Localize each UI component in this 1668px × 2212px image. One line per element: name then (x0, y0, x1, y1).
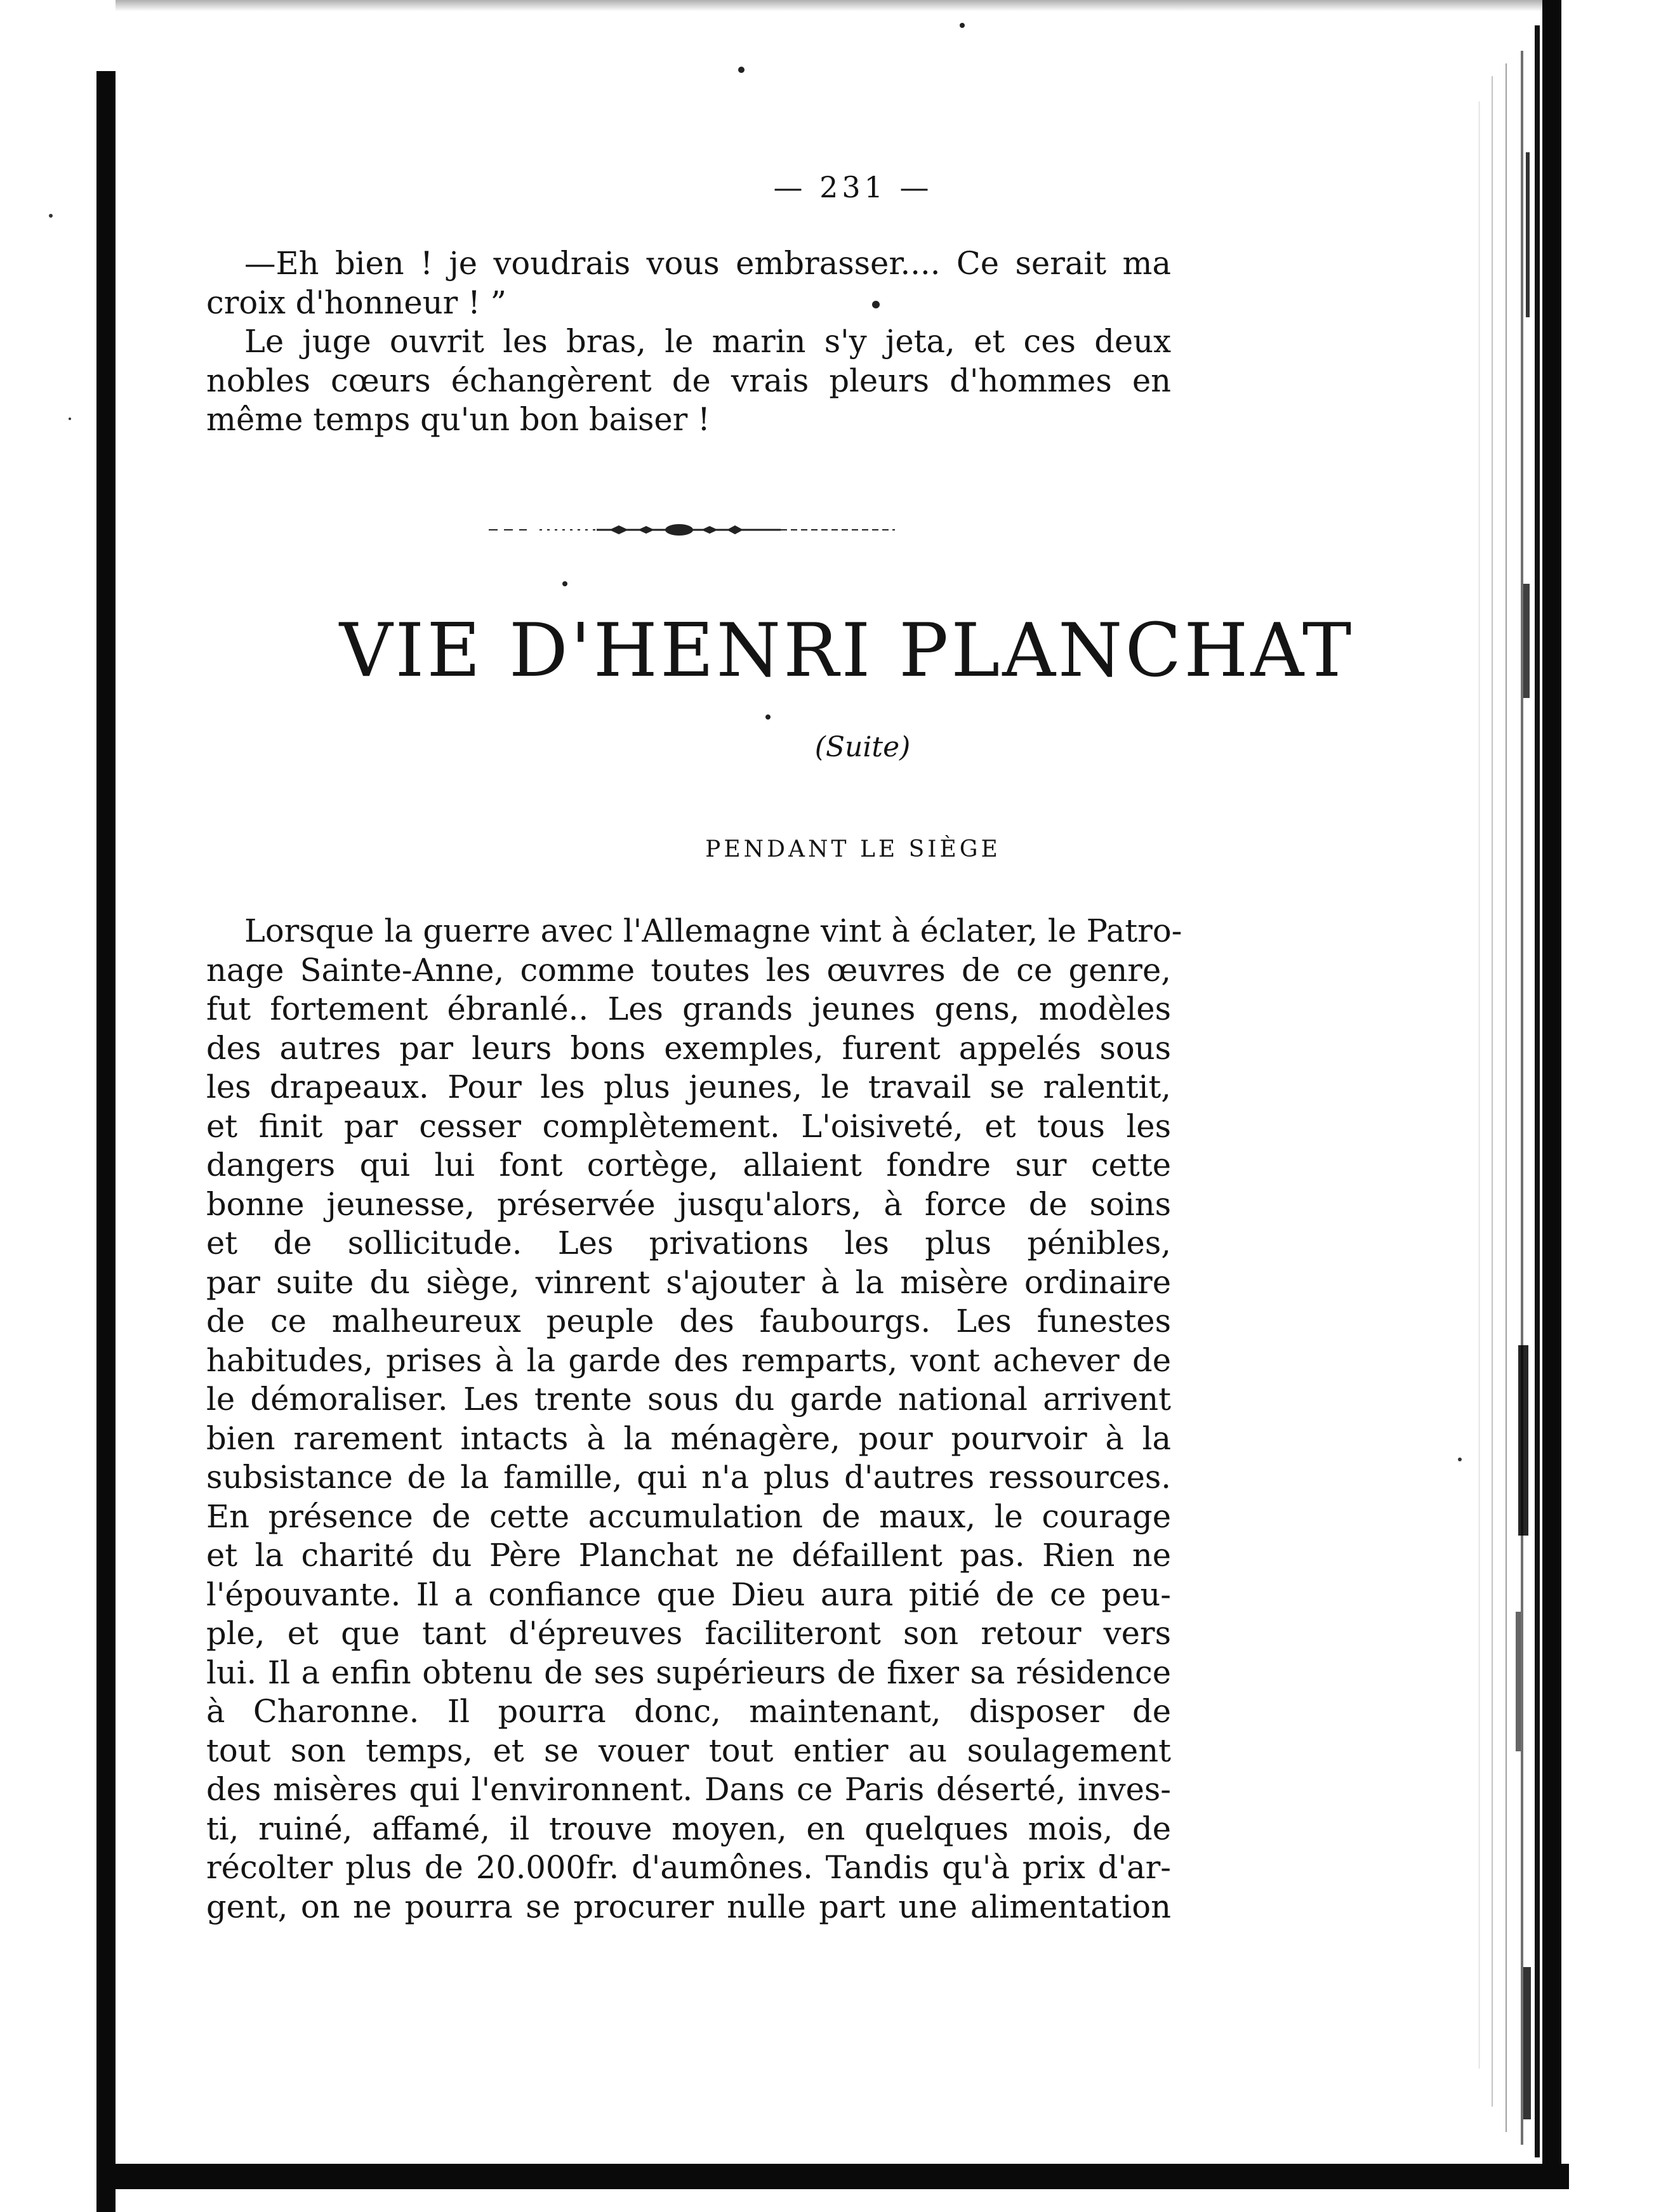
text-line: l'épouvante. Il a confiance que Dieu aura pitié de ce peu- (206, 1576, 1171, 1613)
text-line: nobles cœurs échangèrent de vrais pleurs d'hommes en (206, 362, 1171, 399)
text-line: et la charité du Père Planchat ne défaillent pas. Rien ne (206, 1537, 1171, 1574)
text-line: lui. Il a enfin obtenu de ses supérieurs de fixer sa résidence (206, 1654, 1171, 1691)
text-line: subsistance de la famille, qui n'a plus d'autres ressources. (206, 1459, 1171, 1496)
ornamental-divider (489, 520, 895, 539)
text-line: bonne jeunesse, préservée jusqu'alors, à force de soins (206, 1185, 1171, 1223)
text-line: ple, et que tant d'épreuves faciliteront son retour vers (206, 1615, 1171, 1652)
text-line: par suite du siège, vinrent s'ajouter à la misère ordinaire (206, 1263, 1171, 1301)
text-line: fut fortement ébranlé.. Les grands jeunes gens, modèles (206, 991, 1171, 1027)
article-subtitle: (Suite) (814, 731, 911, 763)
text-line: les drapeaux. Pour les plus jeunes, le travail se ralentit, (206, 1069, 1171, 1105)
article-title: VIE D'HENRI PLANCHAT (339, 608, 1354, 694)
stacked-page-edges (1460, 25, 1549, 2157)
text-line: En présence de cette accumulation de maux, le courage (206, 1498, 1171, 1535)
text-line: de ce malheureux peuple des faubourgs. Les funestes (206, 1303, 1171, 1340)
text-line: des misères qui l'environnent. Dans ce Paris déserté, inves- (206, 1771, 1171, 1808)
text-line: Lorsque la guerre avec l'Allemagne vint à éclater, le Patro- (244, 912, 1182, 949)
body-paragraph (206, 912, 1182, 1926)
text-line: gent, on ne pourra se procurer nulle part une alimentation (206, 1888, 1171, 1925)
text-line: bien rarement intacts à la ménagère, pour pourvoir à la (206, 1419, 1171, 1457)
text-line: et de sollicitude. Les privations les plus pénibles, (206, 1225, 1171, 1261)
scan-top-shadow (116, 0, 1550, 11)
text-line: croix d'honneur ! ” (206, 284, 506, 321)
text-line: récolter plus de 20.000fr. d'aumônes. Tandis qu'à prix d'ar- (206, 1849, 1171, 1886)
section-heading: PENDANT LE SIÈGE (705, 836, 1001, 862)
text-line: le démoraliser. Les trente sous du garde national arrivent (206, 1381, 1171, 1418)
text-line: Le juge ouvrit les bras, le marin s'y jeta, et ces deux (244, 323, 1171, 360)
page-number: — 231 — (773, 170, 933, 204)
text-line: —Eh bien ! je voudrais vous embrasser.... Ce serait ma (244, 245, 1171, 282)
text-line: à Charonne. Il pourra donc, maintenant, disposer de (206, 1693, 1171, 1730)
scan-bottom-border (96, 2164, 1569, 2189)
text-line: dangers qui lui font cortège, allaient fondre sur cette (206, 1147, 1171, 1183)
scan-left-border (96, 71, 116, 2212)
text-line: et finit par cesser complètement. L'oisiveté, et tous les (206, 1107, 1171, 1145)
text-line: des autres par leurs bons exemples, furent appelés sous (206, 1029, 1171, 1067)
text-line: habitudes, prises à la garde des remparts, vont achever de (206, 1341, 1171, 1379)
opening-paragraph (206, 244, 1171, 440)
text-line: même temps qu'un bon baiser ! (206, 401, 710, 438)
text-line: ti, ruiné, affamé, il trouve moyen, en quelques mois, de (206, 1810, 1171, 1847)
text-line: nage Sainte-Anne, comme toutes les œuvres de ce genre, (206, 951, 1171, 989)
text-line: tout son temps, et se vouer tout entier au soulagement (206, 1732, 1171, 1769)
